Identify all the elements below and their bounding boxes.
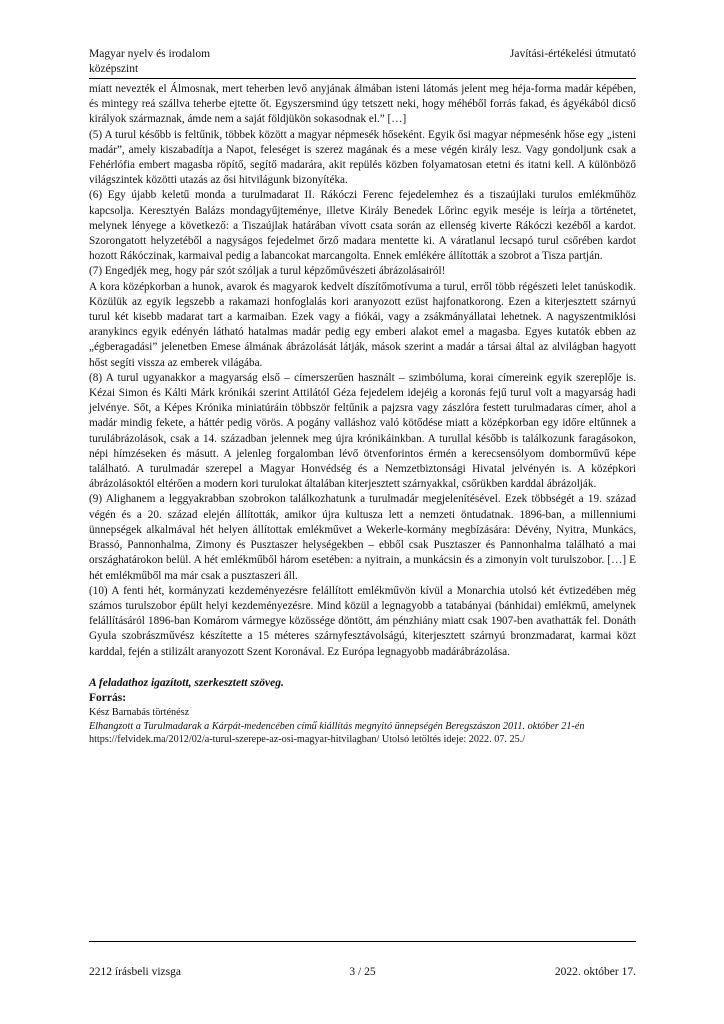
header-subject-line1: Magyar nyelv és irodalom: [89, 48, 211, 60]
header-subject: [89, 47, 210, 77]
edited-note: A feladathoz igazított, szerkesztett szöveg.: [89, 676, 284, 689]
paragraph-6: (6) Egy újabb keletű monda a turulmadarat II. Rákóczi Ferenc fejedelemhez és a tiszaújlaki turulos emlékműhöz kapcsolja. Keresztyén Balázs mondagyűjteménye, illetve Király Benedek Lőrinc egyik meséje is leírja a történetet, melynek lényege a következő: a Tiszaújlak határában vívott csata során az ellenség kiverte Rákóczi kezéből a kardot. Szorongatott helyzetéből a nagyságos fejedelmet őrző madara mentette ki. A váratlanul lecsapó turul csőrében kardot hozott Rákóczinak, karmaival pedig a labancokat marcangolta. Ennek emlékére állították a szobrot a Tisza partján.: [89, 189, 636, 263]
paragraph-7: (7) Engedjék meg, hogy pár szót szóljak a turul képzőművészeti ábrázolásairól!: [89, 265, 446, 278]
source-author: Kész Barnabás történész: [89, 707, 190, 719]
footer-divider: [89, 941, 636, 942]
footer-date: 2022. október 17.: [554, 966, 636, 978]
footer-exam-code: 2212 írásbeli vizsga: [89, 966, 181, 978]
source-block: [89, 676, 636, 747]
paragraph-5: (5) A turul később is feltűnik, többek között a magyar népmesék hőseként. Egyik ősi magyar népmesénk hőse egy „isteni madár”, amely kiszabadítja a Napot, feleséget is szerez magának és a mese végén király lesz. Vagy gondoljunk csak a Fehérlófia embert magasba röpítő, segítő madarára, akit repülés közben folyamatosan etetni és itatni kell. A különböző világszintek közötti utazás az ősi hitvilágunk bizonyítéka.: [89, 128, 636, 187]
header-doc-title: Javítási-értékelési útmutató: [509, 48, 636, 60]
source-url: https://felvidek.ma/2012/02/a-turul-szerepe-az-osi-magyar-hitvilagban/ Utolsó letöltés ideje: 2022. 07. 25./: [89, 734, 526, 746]
paragraph-7-body: A kora középkorban a hunok, avarok és magyarok kedvelt díszítőmotívuma a turul, erről több régészeti lelet tanúskodik. Közülük az egyik legszebb a rakamazi honfoglalás kori aranyozott ezüst hajfonatkorong. Ezen a kiterjesztett szárnyú turul két kisebb madarat tart a karmaiban. Ezek vagy a fiókái, vagy a zsákmányállatai lehetnek. A nagyszentmiklósi aranykincs egyik edényén látható hatalmas madár pedig egy emberi alakot emel a magasba. Egyes kutatók ebben az „égberagadási” jelenetben Emese álmának ábrázolását látják, mások szerint a madár a társai által az alvilágban hagyott hőst segíti vissza az emberek világába.: [89, 280, 636, 369]
footer-page-number: 3 / 25: [349, 966, 376, 978]
header-divider: [89, 78, 636, 79]
paragraph-8: (8) A turul ugyanakkor a magyarság első – címerszerűen használt – szimbóluma, korai címereink egyik szereplője is. Kézai Simon és Kálti Márk krónikái szerint Attilától Géza fejedelem idejéig a koronás fejű turul volt a magyarság hadi jelvénye. Sőt, a Képes Krónika miniatúráin többször feltűnik a pajzsra vagy zászlóra festett turulmadaras címer, ahol a madár mindig fekete, a háttér pedig vörös. A pogány valláshoz való kötődése miatt a középkorban egy időre eltűnnek a turulábrázolások, csak a 14. században jelennek meg újra krónikáinkban. A turullal később is találkozunk faragásokon, népi hímzéseken és másutt. A jelenleg forgalomban lévő ötvenforintos érmén a kerecsensólyom domborművű képe található. A turulmadár szerepel a Magyar Honvédség és a Nemzetbiztonsági Hivatal jelvényén is. A középkori ábrázolásoktól eltérően a modern kori turulokat általában kiterjesztett szárnyakkal, csőrükben karddal ábrázolják.: [89, 371, 636, 491]
source-label: Forrás:: [89, 691, 127, 704]
paragraph-10: (10) A fenti hét, kormányzati kezdeményezésre felállított emlékművön kívül a Monarchia utolsó két évtizedében még számos turulszobor épült helyi kezdeményezésre. Mind közül a legnagyobb a tatabányai (bánhidai) emlékmű, amelynek felállításáról 1896-ban Komárom vármegye közössége döntött, ám pénzhiány miatt csak 1907-ben avathatták fel. Donáth Gyula szobrászművész készítette a 15 méteres szárnyfesztávolságú, kiterjesztett szárnyú bronzmadarat, karmai közt karddal, fején a stilizált aranyozott Szent Koronával. Ez Európa legnagyobb madárábrázolása.: [89, 584, 636, 658]
paragraph-9: (9) Alighanem a leggyakrabban szobrokon találkozhatunk a turulmadár megjelenítésével. Ezek többségét a 19. század végén és a 20. század elején állították, amikor újra kultusza lett a nemzeti öntudatnak. 1896-ban, a millenniumi ünnepségek alkalmával hét helyen állítottak emlékművet a Wekerle-kormány megbízására: Dévény, Nyitra, Munkács, Brassó, Pannonhalma, Zimony és Pusztaszer helységekben – ebből csak Pusztaszer és Pannonhalma található a mai országhatárokon belül. A hét emlékműből három esetében: a nyitrain, a munkácsin és a zimonyin volt turulszobor. […] E hét emlékműből ma már csak a pusztaszeri áll.: [89, 493, 636, 582]
paragraph-continuation: miatt nevezték el Álmosnak, mert teherben levő anyjának álmában isteni látomás jelent meg héja-forma madár képében, és mintegy reá szállva teherbe ejtette őt. Egyszersmind úgy tetszett neki, hogy méhéből forrás fakad, és ágyékából dicső királyok származnak, ámde nem a saját földjükön sokasodnak el.” […]: [89, 83, 636, 126]
source-citation: Elhangzott a Turulmadarak a Kárpát-medencében című kiállítás megnyitó ünnepségén Beregszászon 2011. október 21-én: [89, 720, 585, 732]
header-subject-line2: középszint: [89, 63, 139, 75]
document-body: [89, 82, 636, 747]
